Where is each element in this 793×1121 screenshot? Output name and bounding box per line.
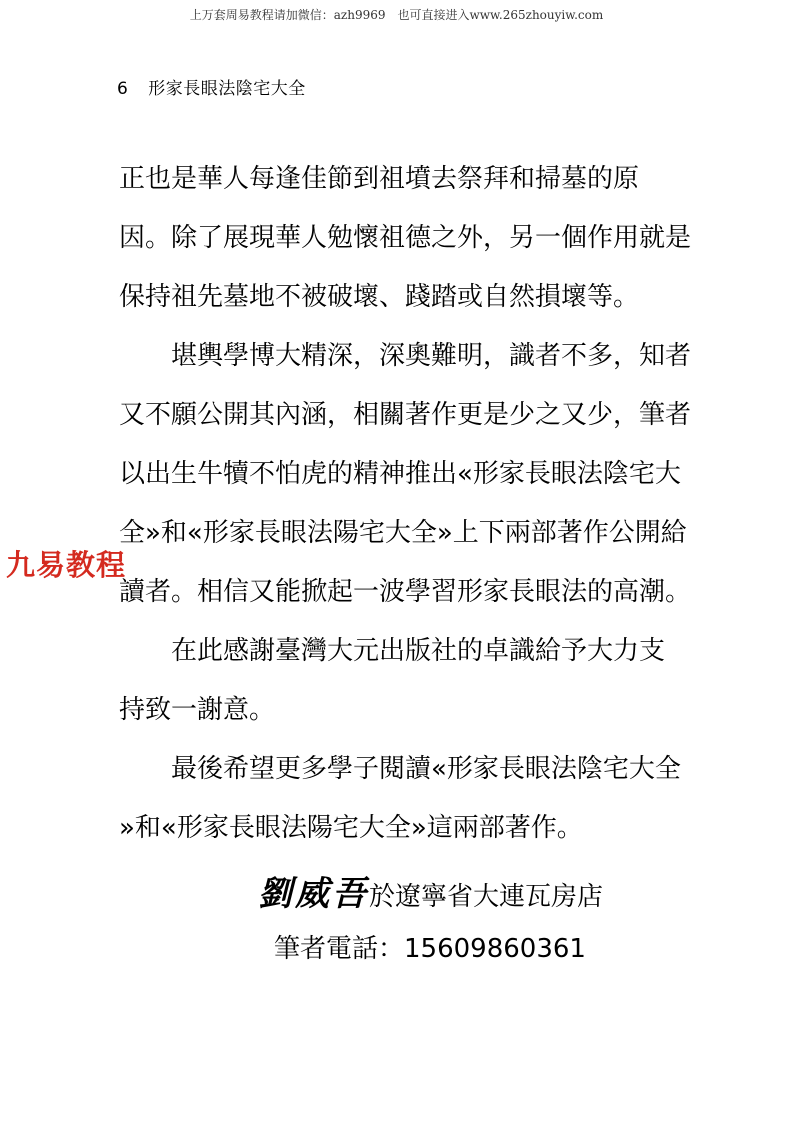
text-line: 又不願公開其內涵，相關著作更是少之又少，筆者 xyxy=(119,400,692,430)
author-location: 於遼寧省大連瓦房店 xyxy=(369,882,604,912)
watermark-header: 上万套周易教程请加微信：azh9969 也可直接进入www.265zhouyiw.com xyxy=(189,8,604,22)
text-line: 持致一謝意。 xyxy=(119,695,276,725)
text-line: 因。除了展現華人勉懷祖德之外，另一個作用就是 xyxy=(119,223,692,253)
author-signature xyxy=(258,866,603,915)
text-line: 讀者。相信又能掀起一波學習形家長眼法的高潮。 xyxy=(119,577,692,607)
text-line: 保持祖先墓地不被破壞、踐踏或自然損壞等。 xyxy=(119,282,640,312)
author-name: 劉威吾 xyxy=(258,874,369,914)
body-text xyxy=(119,150,692,858)
running-header xyxy=(117,74,306,99)
paragraph-start-line: 在此感謝臺灣大元出版社的卓識給予大力支 xyxy=(171,636,666,666)
text-line: 以出生牛犢不怕虎的精神推出«形家長眼法陰宅大 xyxy=(119,459,681,489)
text-line: »和«形家長眼法陽宅大全»這兩部著作。 xyxy=(119,813,583,843)
watermark-stamp: 九易教程 xyxy=(6,548,127,582)
text-line: 全»和«形家長眼法陽宅大全»上下兩部著作公開給 xyxy=(119,518,687,548)
text-line: 正也是華人每逢佳節到祖墳去祭拜和掃墓的原 xyxy=(119,164,640,194)
author-phone: 筆者電話：15609860361 xyxy=(274,934,586,964)
page-number: 6 xyxy=(117,79,129,99)
paragraph-start-line: 最後希望更多學子閱讀«形家長眼法陰宅大全 xyxy=(171,754,681,784)
book-title: 形家長眼法陰宅大全 xyxy=(148,79,306,99)
paragraph-start-line: 堪輿學博大精深，深奧難明，識者不多，知者 xyxy=(171,341,692,371)
